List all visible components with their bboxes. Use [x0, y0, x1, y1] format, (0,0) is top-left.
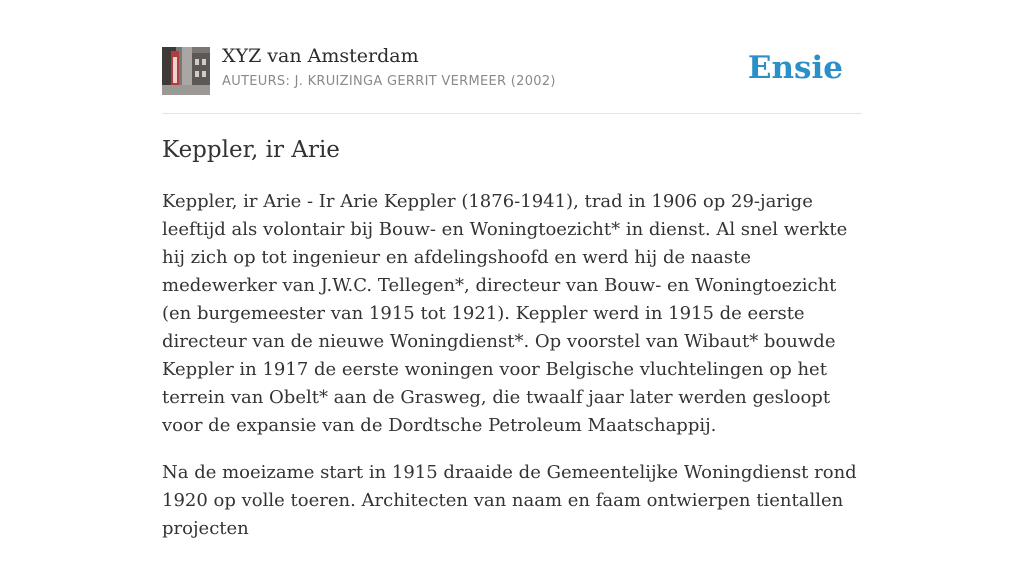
source-avatar[interactable] [162, 47, 210, 95]
entry-paragraph: Keppler, ir Arie - Ir Arie Keppler (1876-1941), trad in 1906 op 29-jarige leeftijd als volontair bij Bouw- en Woningtoezicht* in dienst. Al snel werkte hij zich op tot ingenieur en afdelingshoofd en werd hij de naaste medewerker van J.W.C. Tellegen*, directeur van Bouw- en Woningtoezicht (en burgemeester van 1915 tot 1921). Keppler werd in 1915 de eerste directeur van de nieuwe Woningdienst*. Op voorstel van Wibaut* bouwde Keppler in 1917 de eerste woningen voor Belgische vluchtelingen op het terrein van Obelt* aan de Grasweg, die twaalf jaar later werden gesloopt voor de expansie van de Dordtsche Petroleum Maatschappij. [162, 191, 848, 436]
entry-paragraph: Na de moeizame start in 1915 draaide de Gemeentelijke Woningdienst rond 1920 op volle toeren. Architecten van naam en faam ontwierpen tientallen projecten [162, 462, 857, 539]
entry-body [162, 188, 862, 562]
entry-title: Keppler, ir Arie [162, 137, 340, 163]
source-title[interactable]: XYZ van Amsterdam [222, 45, 419, 67]
source-header [162, 0, 862, 114]
source-photo-icon [162, 47, 210, 95]
content-column [162, 0, 862, 539]
source-authors: AUTEURS: J. KRUIZINGA GERRIT VERMEER (2002) [222, 74, 556, 89]
ensie-logo[interactable]: Ensie [747, 50, 843, 86]
